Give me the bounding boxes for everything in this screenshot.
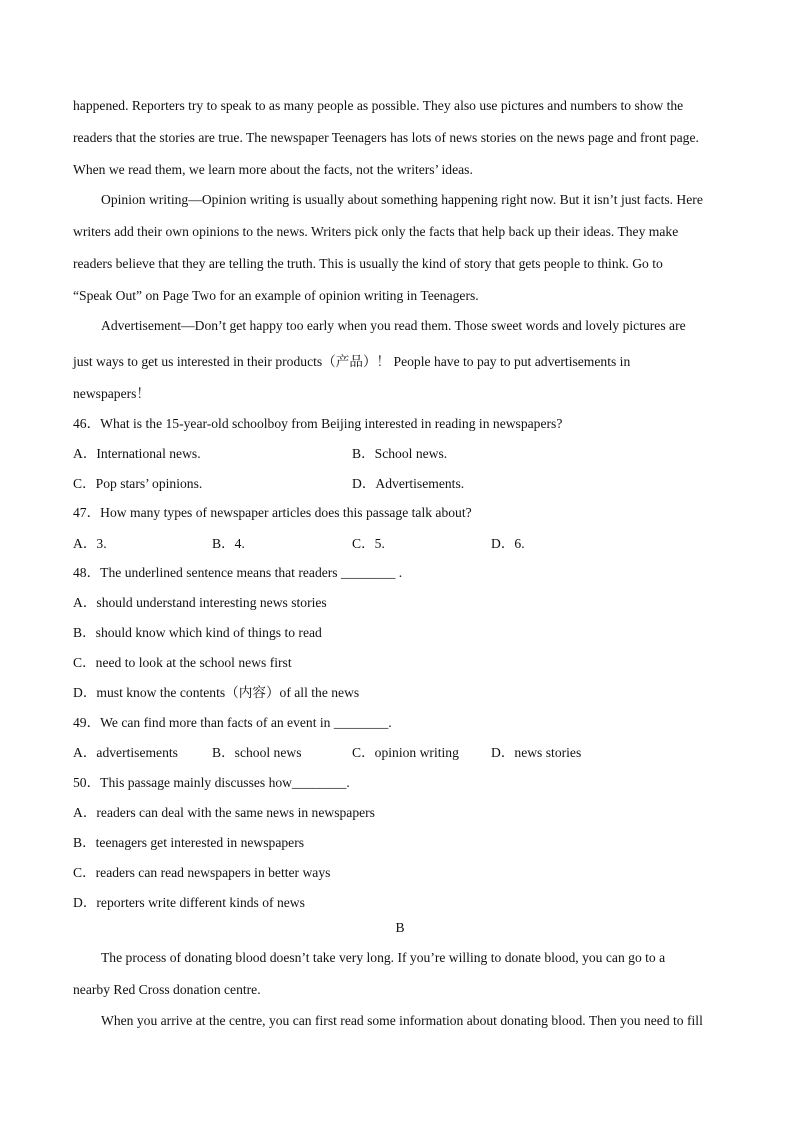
paragraph-line: just ways to get us interested in their products（产品）！ People have to pay to put advertisements in — [73, 354, 631, 369]
paragraph-line: Opinion writing—Opinion writing is usually about something happening right now. But it isn’t just facts. Here — [101, 192, 703, 207]
answer-option: D．Advertisements. — [352, 476, 465, 491]
answer-option: C．readers can read newspapers in better ways — [73, 865, 331, 880]
paragraph-line: nearby Red Cross donation centre. — [73, 982, 261, 997]
paragraph-line: Advertisement—Don’t get happy too early when you read them. Those sweet words and lovely pictures are — [101, 318, 686, 333]
answer-option: B．School news. — [352, 446, 448, 461]
answer-option: B．teenagers get interested in newspapers — [73, 835, 305, 850]
answer-option: A．readers can deal with the same news in newspapers — [73, 805, 375, 820]
paragraph-line: writers add their own opinions to the news. Writers pick only the facts that help back up their ideas. They make — [73, 224, 679, 239]
answer-option: C．need to look at the school news first — [73, 655, 292, 670]
question-stem: 48．The underlined sentence means that readers ________ . — [73, 565, 403, 580]
answer-option: D．reporters write different kinds of news — [73, 895, 305, 910]
paragraph-line: The process of donating blood doesn’t take very long. If you’re willing to donate blood, you can go to a — [101, 950, 666, 965]
paragraph-line: readers that the stories are true. The newspaper Teenagers has lots of news stories on the news page and front page. — [73, 130, 699, 145]
answer-option: D．must know the contents（内容）of all the news — [73, 685, 360, 700]
answer-option: C．5. — [352, 536, 385, 551]
answer-option: A．should understand interesting news stories — [73, 595, 327, 610]
answer-option: C．Pop stars’ opinions. — [73, 476, 203, 491]
paragraph-line: When we read them, we learn more about the facts, not the writers’ ideas. — [73, 162, 473, 177]
answer-option: B．should know which kind of things to read — [73, 625, 322, 640]
answer-option: A．International news. — [73, 446, 201, 461]
question-stem: 47．How many types of newspaper articles does this passage talk about? — [73, 505, 472, 520]
paragraph-line: When you arrive at the centre, you can first read some information about donating blood. Then you need to fill — [101, 1013, 703, 1028]
answer-option: D．news stories — [491, 745, 582, 760]
section-heading: B — [395, 920, 405, 935]
answer-option: B．4. — [212, 536, 245, 551]
answer-option: B．school news — [212, 745, 302, 760]
paragraph-line: readers believe that they are telling the truth. This is usually the kind of story that gets people to think. Go to — [73, 256, 663, 271]
answer-option: A．advertisements — [73, 745, 178, 760]
paragraph-line: “Speak Out” on Page Two for an example of opinion writing in Teenagers. — [73, 288, 479, 303]
answer-option: A．3. — [73, 536, 107, 551]
question-stem: 50．This passage mainly discusses how________. — [73, 775, 350, 790]
question-stem: 46．What is the 15-year-old schoolboy from Beijing interested in reading in newspapers? — [73, 416, 563, 431]
paragraph-line: newspapers！ — [73, 386, 151, 401]
answer-option: D．6. — [491, 536, 525, 551]
question-stem: 49．We can find more than facts of an event in ________. — [73, 715, 392, 730]
answer-option: C．opinion writing — [352, 745, 459, 760]
paragraph-line: happened. Reporters try to speak to as many people as possible. They also use pictures and numbers to show the — [73, 98, 684, 113]
